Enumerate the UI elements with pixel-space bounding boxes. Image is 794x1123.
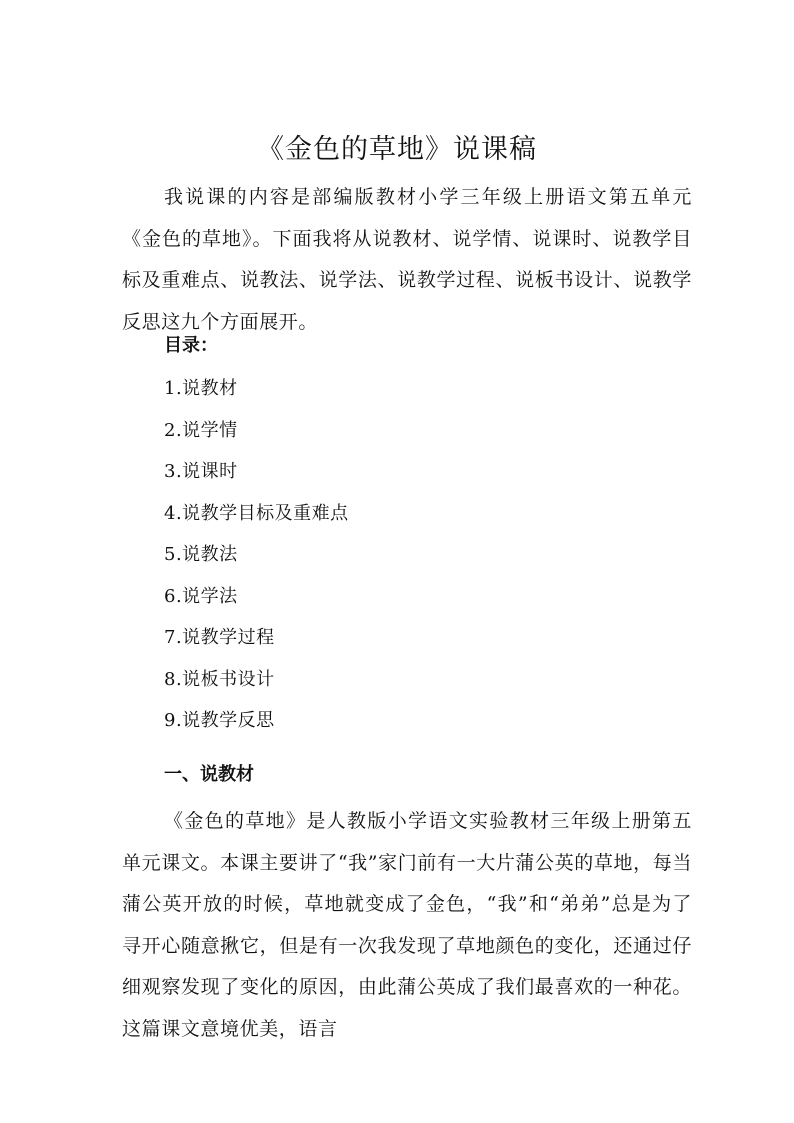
toc-item: 5.说教法 bbox=[164, 544, 238, 565]
intro-paragraph: 我说课的内容是部编版教材小学三年级上册语文第五单元《金色的草地》。下面我将从说教材、说学情、说课时、说教学目标及重难点、说教法、说学法、说教学过程、说板书设计、说教学反思这九个方面展开。 bbox=[122, 186, 692, 333]
toc-item: 6.说学法 bbox=[164, 585, 238, 607]
toc-item: 2.说学情 bbox=[164, 419, 238, 441]
toc-item: 4.说教学目标及重难点 bbox=[164, 502, 349, 524]
toc-item: 3.说课时 bbox=[164, 461, 238, 482]
toc-item: 9.说教学反思 bbox=[164, 710, 275, 731]
toc-item: 1.说教材 bbox=[164, 378, 238, 399]
toc-heading: 目录： bbox=[164, 335, 218, 356]
toc-item: 8.说板书设计 bbox=[164, 668, 275, 690]
section-paragraph: 《金色的草地》是人教版小学语文实验教材三年级上册第五单元课文。本课主要讲了“我”家门前有一大片蒲公英的草地，每当蒲公英开放的时候，草地就变成了金色，“我”和“弟弟”总是为了寻开心随意揪它，但是有一次我发现了草地颜色的变化，还通过仔细观察发现了变化的原因，由此蒲公英成了我们最喜欢的一种花。这篇课文意境优美，语言 bbox=[122, 810, 692, 1040]
page-title: 《金色的草地》说课稿 bbox=[257, 134, 537, 166]
toc-item: 7.说教学过程 bbox=[164, 627, 275, 648]
table-of-contents bbox=[164, 368, 349, 742]
section-heading: 一、说教材 bbox=[164, 763, 254, 785]
